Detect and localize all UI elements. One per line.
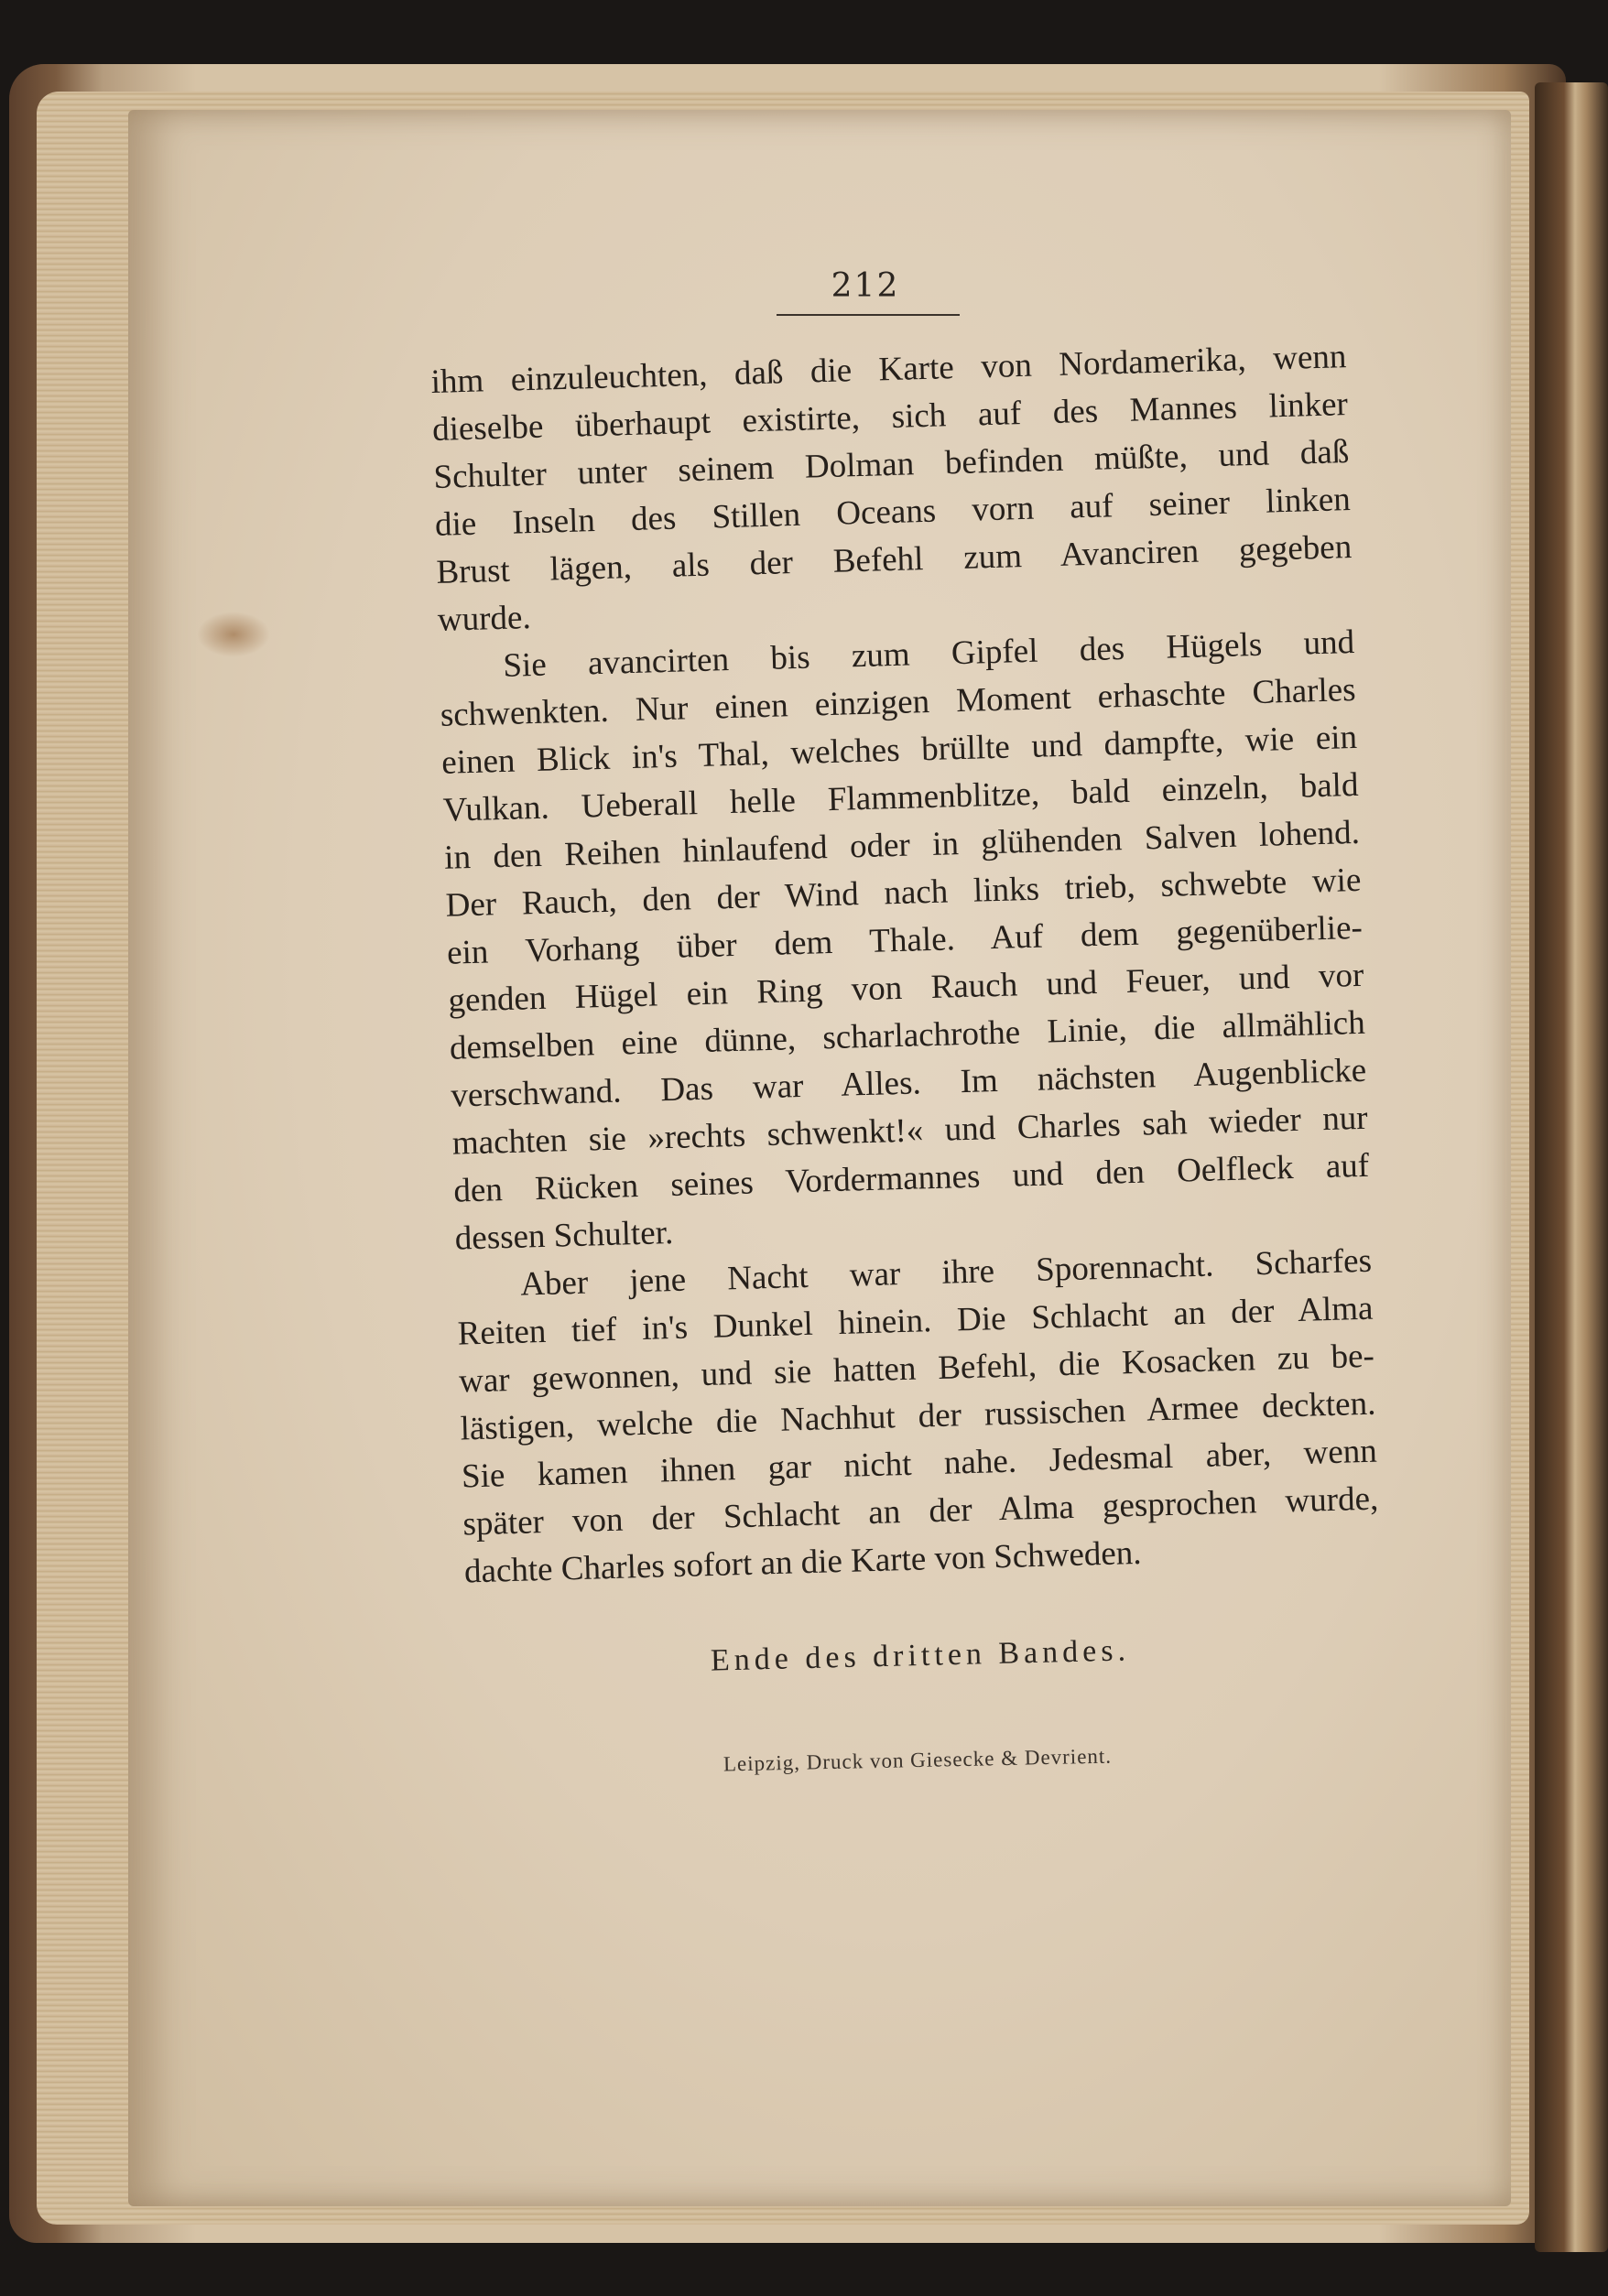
text-line: dessen Schulter. bbox=[454, 1213, 674, 1258]
text-line: dachte Charles sofort an die Karte von Schweden. bbox=[463, 1533, 1143, 1591]
text-line: war gewonnen, und sie hatten Befehl, die Kosacken zu be- bbox=[458, 1337, 1375, 1401]
book-spine bbox=[1535, 82, 1608, 2252]
text-line: wurde. bbox=[437, 599, 532, 639]
text-line: machten sie »rechts schwenkt!« und Charles sah wieder nur bbox=[451, 1099, 1369, 1163]
text-line: verschwand. Das war Alles. Im nächsten Augenblicke bbox=[450, 1051, 1367, 1115]
header-rule bbox=[777, 314, 960, 316]
text-line: den Rücken seines Vordermannes und den Oelfleck auf bbox=[452, 1146, 1370, 1210]
text-line: schwenkten. Nur einen einzigen Moment erhaschte Charles bbox=[440, 670, 1357, 734]
text-line: genden Hügel ein Ring von Rauch und Feuer, und vor bbox=[448, 956, 1364, 1020]
text-line: ein Vorhang über dem Thale. Auf dem gegenüberlie- bbox=[446, 908, 1364, 972]
text-line: die Inseln des Stillen Oceans vorn auf seiner linken bbox=[434, 481, 1352, 544]
text-line: Brust lägen, als der Befehl zum Avanciren gegeben bbox=[435, 527, 1353, 591]
page-number: 212 bbox=[831, 267, 900, 305]
end-of-volume-note: Ende des dritten Bandes. bbox=[710, 1633, 1131, 1678]
text-line: Reiten tief in's Dunkel hinein. Die Schlacht an der Alma bbox=[457, 1289, 1374, 1353]
text-line: einen Blick in's Thal, welches brüllte und dampfte, wie ein bbox=[440, 718, 1358, 782]
text-line: in den Reihen hinlaufend oder in glühenden Salven lohend. bbox=[443, 813, 1361, 877]
text-line: Sie kamen ihnen gar nicht nahe. Jedesmal aber, wenn bbox=[461, 1432, 1378, 1496]
text-line: Der Rauch, den der Wind nach links trieb, schwebte wie bbox=[445, 861, 1362, 925]
text-line: Schulter unter seinem Dolman befinden müßte, und daß bbox=[433, 433, 1350, 496]
text-line: Vulkan. Ueberall helle Flammenblitze, bald einzeln, bald bbox=[442, 765, 1359, 829]
body-text bbox=[430, 333, 1380, 1596]
text-line: Sie avancirten bis zum Gipfel des Hügels und bbox=[502, 623, 1355, 685]
text-line: Aber jene Nacht war ihre Sporennacht. Scharfes bbox=[519, 1241, 1373, 1304]
text-line: später von der Schlacht an der Alma gesprochen wurde, bbox=[462, 1479, 1379, 1543]
text-line: dieselbe überhaupt existirte, sich auf des Mannes linker bbox=[431, 385, 1349, 449]
text-line: lästigen, welche die Nachhut der russischen Armee deckten. bbox=[460, 1384, 1376, 1448]
text-line: ihm einzuleuchten, daß die Karte von Nordamerika, wenn bbox=[430, 338, 1347, 401]
page-stain bbox=[197, 612, 270, 657]
text-line: demselben eine dünne, scharlachrothe Linie, die allmählich bbox=[449, 1003, 1366, 1067]
printer-imprint: Leipzig, Druck von Giesecke & Devrient. bbox=[723, 1744, 1113, 1776]
